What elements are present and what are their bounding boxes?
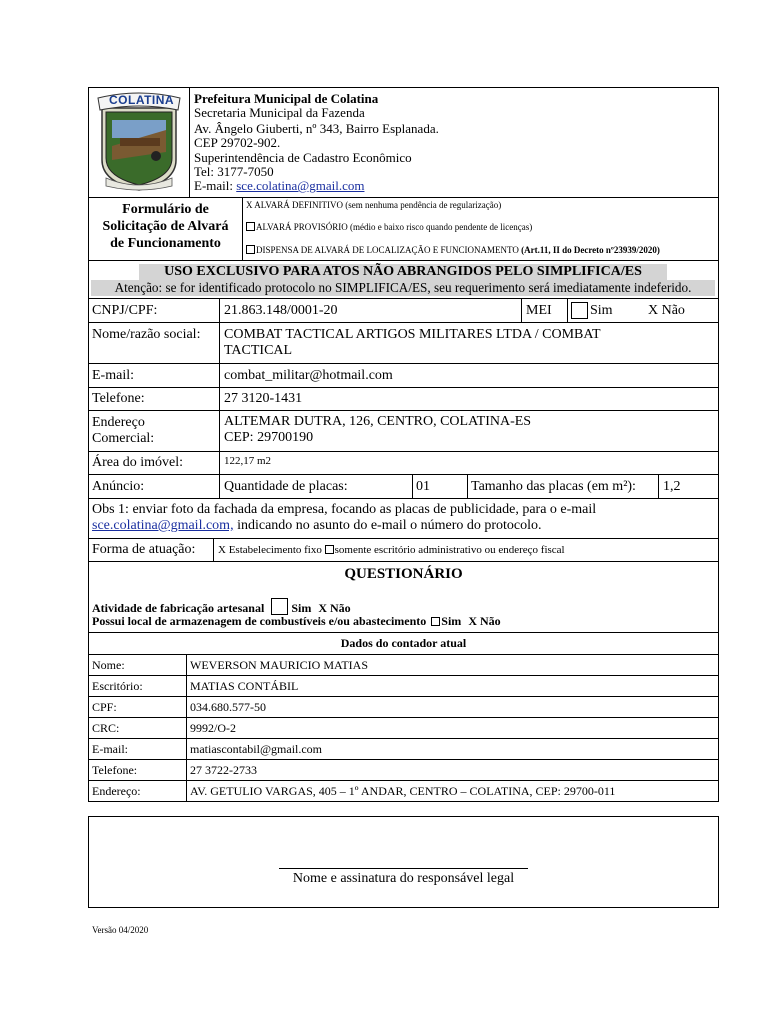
signature-caption: Nome e assinatura do responsável legal [292, 871, 515, 886]
version-label: Versão 04/2020 [92, 925, 149, 935]
endereco-value-line-2[interactable]: CEP: 29700190 [224, 430, 314, 445]
contador-row [88, 738, 719, 760]
forma-option-fixo[interactable]: X Estabelecimento fixo [218, 544, 322, 556]
contador-row [88, 675, 719, 697]
area-label: Área do imóvel: [92, 455, 183, 470]
nome-divider [219, 322, 220, 364]
contador-row-divider [186, 759, 187, 781]
email-row [88, 363, 719, 388]
endereco-divider [219, 410, 220, 452]
email-label: E-mail: [92, 368, 134, 383]
signature-box [88, 816, 719, 908]
endereco-label-line-1: Endereço [92, 415, 145, 430]
contador-row [88, 654, 719, 676]
header-line-2: Av. Ângelo Giuberti, nº 343, Bairro Esplanada. [194, 121, 439, 136]
question-artesanal-sim: Sim [291, 601, 312, 615]
contador-row-divider [186, 780, 187, 802]
contador-row-value[interactable]: matiascontabil@gmail.com [190, 742, 323, 756]
contador-row-value[interactable]: 9992/O-2 [190, 721, 236, 735]
contador-row-divider [186, 696, 187, 718]
forma-escritorio-checkbox[interactable] [325, 545, 334, 554]
cnpj-value[interactable]: 21.863.148/0001-20 [224, 303, 338, 318]
form-title [89, 201, 242, 252]
contador-row-label: CRC: [92, 721, 120, 735]
header-email-label: E-mail: [194, 178, 233, 193]
mei-sim-checkbox[interactable] [571, 302, 588, 319]
question-artesanal-nao[interactable]: X Não [318, 601, 351, 615]
email-divider [219, 363, 220, 388]
question-combustiveis-sim: Sim [441, 614, 462, 628]
telefone-row [88, 387, 719, 411]
contador-row-value[interactable]: 034.680.577-50 [190, 700, 266, 714]
obs-line-2 [92, 518, 542, 534]
form-title-line-2: Solicitação de Alvará [102, 219, 229, 234]
contador-row-value[interactable]: 27 3722-2733 [190, 763, 257, 777]
mei-label: MEI [526, 303, 552, 318]
question-combustiveis-label: Possui local de armazenagem de combustíveis e/ou abastecimento [92, 614, 427, 628]
question-artesanal-sim-checkbox[interactable] [271, 598, 288, 615]
tamanho-divider [467, 474, 468, 499]
form-title-line-3: de Funcionamento [110, 236, 221, 251]
header-line-3: CEP 29702-902. [194, 135, 281, 150]
questionario-title: QUESTIONÁRIO [344, 566, 463, 582]
exclusive-title: USO EXCLUSIVO PARA ATOS NÃO ABRANGIDOS PELO SIMPLIFICA/ES [139, 264, 667, 280]
contador-row-label: Endereço: [92, 784, 141, 798]
logo-text: COLATINA [109, 93, 175, 107]
question-combustiveis [92, 614, 501, 629]
contador-title: Dados do contador atual [340, 636, 467, 650]
qtd-value[interactable]: 01 [416, 479, 430, 494]
endereco-value-line-1[interactable]: ALTEMAR DUTRA, 126, CENTRO, COLATINA-ES [224, 414, 532, 429]
option-provisorio-checkbox[interactable] [246, 222, 255, 231]
obs-line-2-text: indicando no asunto do e-mail o número do protocolo. [233, 518, 542, 533]
nome-label: Nome/razão social: [92, 327, 201, 342]
forma-label: Forma de atuação: [92, 542, 196, 557]
cnpj-label: CNPJ/CPF: [92, 303, 158, 318]
cnpj-row [88, 298, 719, 323]
qtd-divider [412, 474, 413, 499]
header-line-1: Secretaria Municipal da Fazenda [194, 105, 365, 120]
mei-divider [521, 298, 522, 323]
mei-sim-label: Sim [590, 303, 613, 318]
endereco-label-line-2: Comercial: [92, 431, 155, 446]
header-line-5: Tel: 3177-7050 [194, 164, 274, 179]
option-dispensa-ref: (Art.11, II do Decreto nº23939/2020) [521, 245, 660, 255]
contador-row-label: Telefone: [92, 763, 138, 777]
forma-divider [213, 538, 214, 562]
contador-row-value[interactable]: AV. GETULIO VARGAS, 405 – 1º ANDAR, CENTRO – COLATINA, CEP: 29700-011 [190, 784, 616, 798]
nome-value-line-1[interactable]: COMBAT TACTICAL ARTIGOS MILITARES LTDA / COMBAT [224, 327, 601, 342]
question-artesanal-label: Atividade de fabricação artesanal [92, 601, 265, 615]
contador-row [88, 759, 719, 781]
email-value[interactable]: combat_militar@hotmail.com [224, 368, 393, 383]
form-type-divider [242, 197, 243, 261]
mei-nao-label[interactable]: X Não [648, 303, 685, 318]
telefone-value[interactable]: 27 3120-1431 [224, 391, 303, 406]
contador-row-divider [186, 738, 187, 760]
anuncio-label: Anúncio: [92, 479, 145, 494]
contador-row [88, 696, 719, 718]
contador-row [88, 717, 719, 739]
tamanho-value[interactable]: 1,2 [663, 479, 681, 494]
option-definitivo-mark: X [246, 200, 253, 210]
header-divider [189, 87, 190, 198]
option-dispensa[interactable] [246, 245, 660, 255]
contador-row-label: Escritório: [92, 679, 143, 693]
option-provisorio-label: ALVARÁ PROVISÓRIO (médio e baixo risco quando pendente de licenças) [256, 222, 533, 232]
header-line-0: Prefeitura Municipal de Colatina [194, 91, 379, 106]
forma-option-escritorio: somente escritório administrativo ou endereço fiscal [334, 544, 565, 556]
mei-divider-2 [567, 298, 568, 323]
cnpj-divider [219, 298, 220, 323]
telefone-label: Telefone: [92, 391, 145, 406]
nome-value-line-2[interactable]: TACTICAL [224, 343, 293, 358]
header-email-row [194, 178, 364, 194]
tamanho-value-divider [658, 474, 659, 499]
area-divider [219, 451, 220, 475]
header-email-link[interactable]: sce.colatina@gmail.com [236, 178, 365, 193]
obs-email-link[interactable]: sce.colatina@gmail.com, [92, 518, 234, 533]
option-dispensa-label: DISPENSA DE ALVARÁ DE LOCALIZAÇÃO E FUNCIONAMENTO [256, 245, 519, 255]
option-provisorio[interactable] [246, 222, 532, 232]
anuncio-divider [219, 474, 220, 499]
header-line-4: Superintendência de Cadastro Econômico [194, 150, 412, 165]
signature-line [279, 868, 528, 869]
option-definitivo[interactable] [246, 200, 501, 210]
contador-row-label: Nome: [92, 658, 125, 672]
telefone-divider [219, 387, 220, 411]
contador-row-value[interactable]: MATIAS CONTÁBIL [190, 679, 299, 693]
contador-row-divider [186, 717, 187, 739]
question-combustiveis-sim-checkbox[interactable] [431, 617, 440, 626]
option-dispensa-checkbox[interactable] [246, 245, 255, 254]
colatina-logo [92, 90, 186, 194]
option-definitivo-label: ALVARÁ DEFINITIVO (sem nenhuma pendência de regularização) [254, 200, 502, 210]
tamanho-label: Tamanho das placas (em m²): [471, 479, 636, 494]
exclusive-warning: Atenção: se for identificado protocolo no SIMPLIFICA/ES, seu requerimento será imediatamente indeferido. [91, 280, 715, 296]
contador-row-divider [186, 675, 187, 697]
forma-options [218, 544, 565, 556]
qtd-label: Quantidade de placas: [224, 479, 348, 494]
contador-row-label: E-mail: [92, 742, 128, 756]
form-title-line-1: Formulário de [122, 202, 209, 217]
contador-row-divider [186, 654, 187, 676]
contador-row-label: CPF: [92, 700, 117, 714]
question-combustiveis-nao[interactable]: X Não [468, 614, 501, 628]
area-value[interactable]: 122,17 m2 [224, 455, 272, 467]
obs-line-1: Obs 1: enviar foto da fachada da empresa, focando as placas de publicidade, para o e-mail [92, 502, 597, 517]
contador-row-value[interactable]: WEVERSON MAURICIO MATIAS [190, 658, 369, 672]
